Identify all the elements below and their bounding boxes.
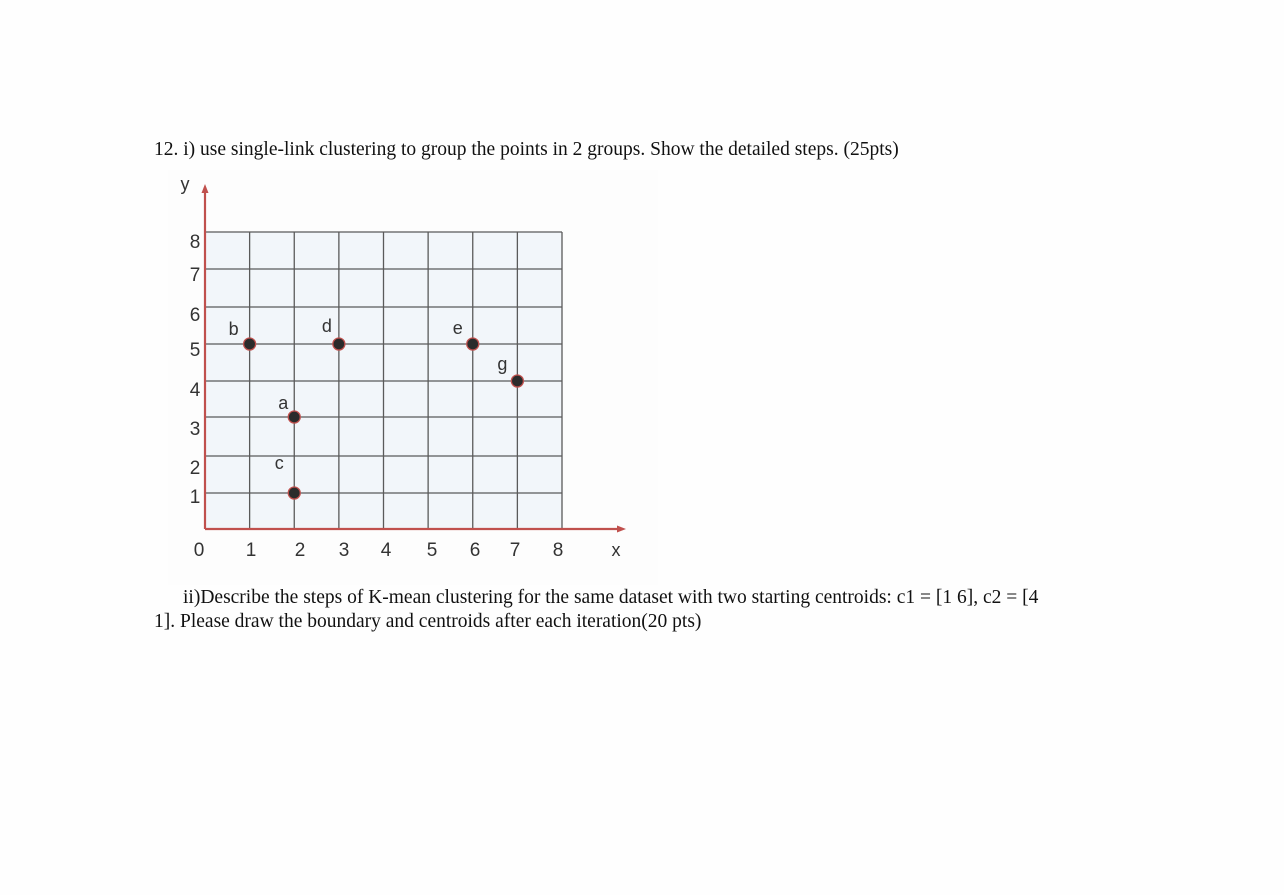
y-axis-label: y xyxy=(180,174,190,194)
question-part-1: 12. i) use single-link clustering to group the points in 2 groups. Show the detailed steps. (25pts) xyxy=(154,139,899,160)
data-point-c xyxy=(288,487,300,499)
data-point-g xyxy=(511,375,523,387)
y-tick-label: 1 xyxy=(189,487,201,508)
y-tick-label: 7 xyxy=(189,265,201,286)
y-tick-label: 3 xyxy=(189,419,201,440)
x-tick-label: 3 xyxy=(338,540,350,561)
data-point-e xyxy=(467,338,479,350)
x-tick-label: 6 xyxy=(469,540,481,561)
x-tick-label: 7 xyxy=(509,540,521,561)
x-tick-label: 2 xyxy=(294,540,306,561)
point-label-d: d xyxy=(321,316,332,336)
x-tick-label: 5 xyxy=(426,540,438,561)
y-tick-label: 2 xyxy=(189,458,201,479)
y-tick-label: 4 xyxy=(189,380,201,401)
point-label-a: a xyxy=(278,393,289,413)
data-point-a xyxy=(288,411,300,423)
point-label-b: b xyxy=(228,319,239,339)
x-tick-label: 8 xyxy=(552,540,564,561)
y-tick-label: 8 xyxy=(189,232,201,253)
question-part-2-line-2: 1]. Please draw the boundary and centroids after each iteration(20 pts) xyxy=(154,611,702,632)
x-tick-label: 4 xyxy=(380,540,392,561)
scatter-chart xyxy=(168,170,658,585)
x-axis-label: x xyxy=(611,540,621,560)
y-tick-label: 5 xyxy=(189,340,201,361)
question-part-2-line-1: ii)Describe the steps of K-mean clustering for the same dataset with two starting centroids: c1 = [1 6], c2 = [4 xyxy=(183,587,1039,608)
data-point-d xyxy=(333,338,345,350)
point-label-g: g xyxy=(497,354,508,374)
y-tick-label: 6 xyxy=(189,305,201,326)
x-tick-label: 1 xyxy=(245,540,257,561)
data-point-b xyxy=(244,338,256,350)
x-tick-label: 0 xyxy=(193,540,205,561)
point-label-c: c xyxy=(274,453,284,473)
point-label-e: e xyxy=(452,318,463,338)
